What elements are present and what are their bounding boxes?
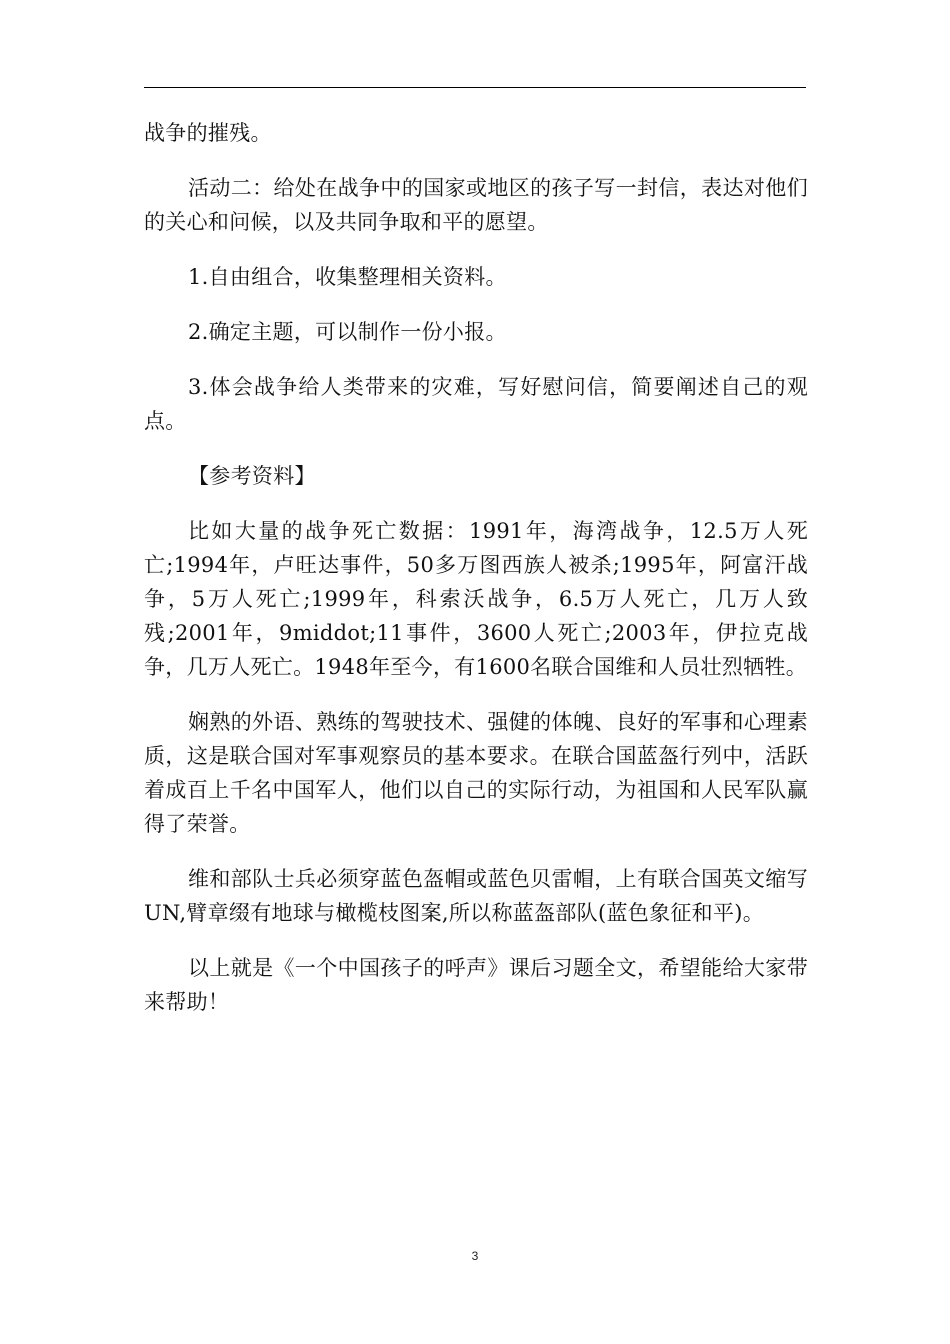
list-item-step-3: 3.体会战争给人类带来的灾难，写好慰问信，简要阐述自己的观点。 (144, 375, 808, 433)
page-number: 3 (471, 1249, 479, 1263)
paragraph-closing: 以上就是《一个中国孩子的呼声》课后习题全文，希望能给大家带来帮助！ (144, 956, 808, 1014)
section-heading-reference: 【参考资料】 (188, 464, 316, 488)
paragraph-war-statistics: 比如大量的战争死亡数据：1991年，海湾战争，12.5万人死亡;1994年，卢旺达事件，50多万图西族人被杀;1995年，阿富汗战争，5万人死亡;1999年，科索沃战争，6.5万人死亡，几万人致残;2001年，9middot;11事件，3600人死亡;2003年，伊拉克战争，几万人死亡。1948年至今，有1600名联合国维和人员壮烈牺牲。 (144, 519, 808, 679)
paragraph-observer-requirements: 娴熟的外语、熟练的驾驶技术、强健的体魄、良好的军事和心理素质，这是联合国对军事观察员的基本要求。在联合国蓝盔行列中，活跃着成百上千名中国军人，他们以自己的实际行动，为祖国和人民军队赢得了荣誉。 (144, 710, 808, 836)
document-body (144, 116, 808, 1040)
paragraph-blue-helmets: 维和部队士兵必须穿蓝色盔帽或蓝色贝雷帽，上有联合国英文缩写UN,臂章缀有地球与橄榄枝图案,所以称蓝盔部队(蓝色象征和平)。 (144, 867, 808, 925)
paragraph-activity-two: 活动二：给处在战争中的国家或地区的孩子写一封信，表达对他们的关心和问候，以及共同争取和平的愿望。 (144, 176, 808, 234)
paragraph-continuation: 战争的摧残。 (144, 121, 272, 145)
header-rule (144, 87, 806, 88)
list-item-step-1: 1.自由组合，收集整理相关资料。 (188, 265, 507, 289)
list-item-step-2: 2.确定主题，可以制作一份小报。 (188, 320, 507, 344)
